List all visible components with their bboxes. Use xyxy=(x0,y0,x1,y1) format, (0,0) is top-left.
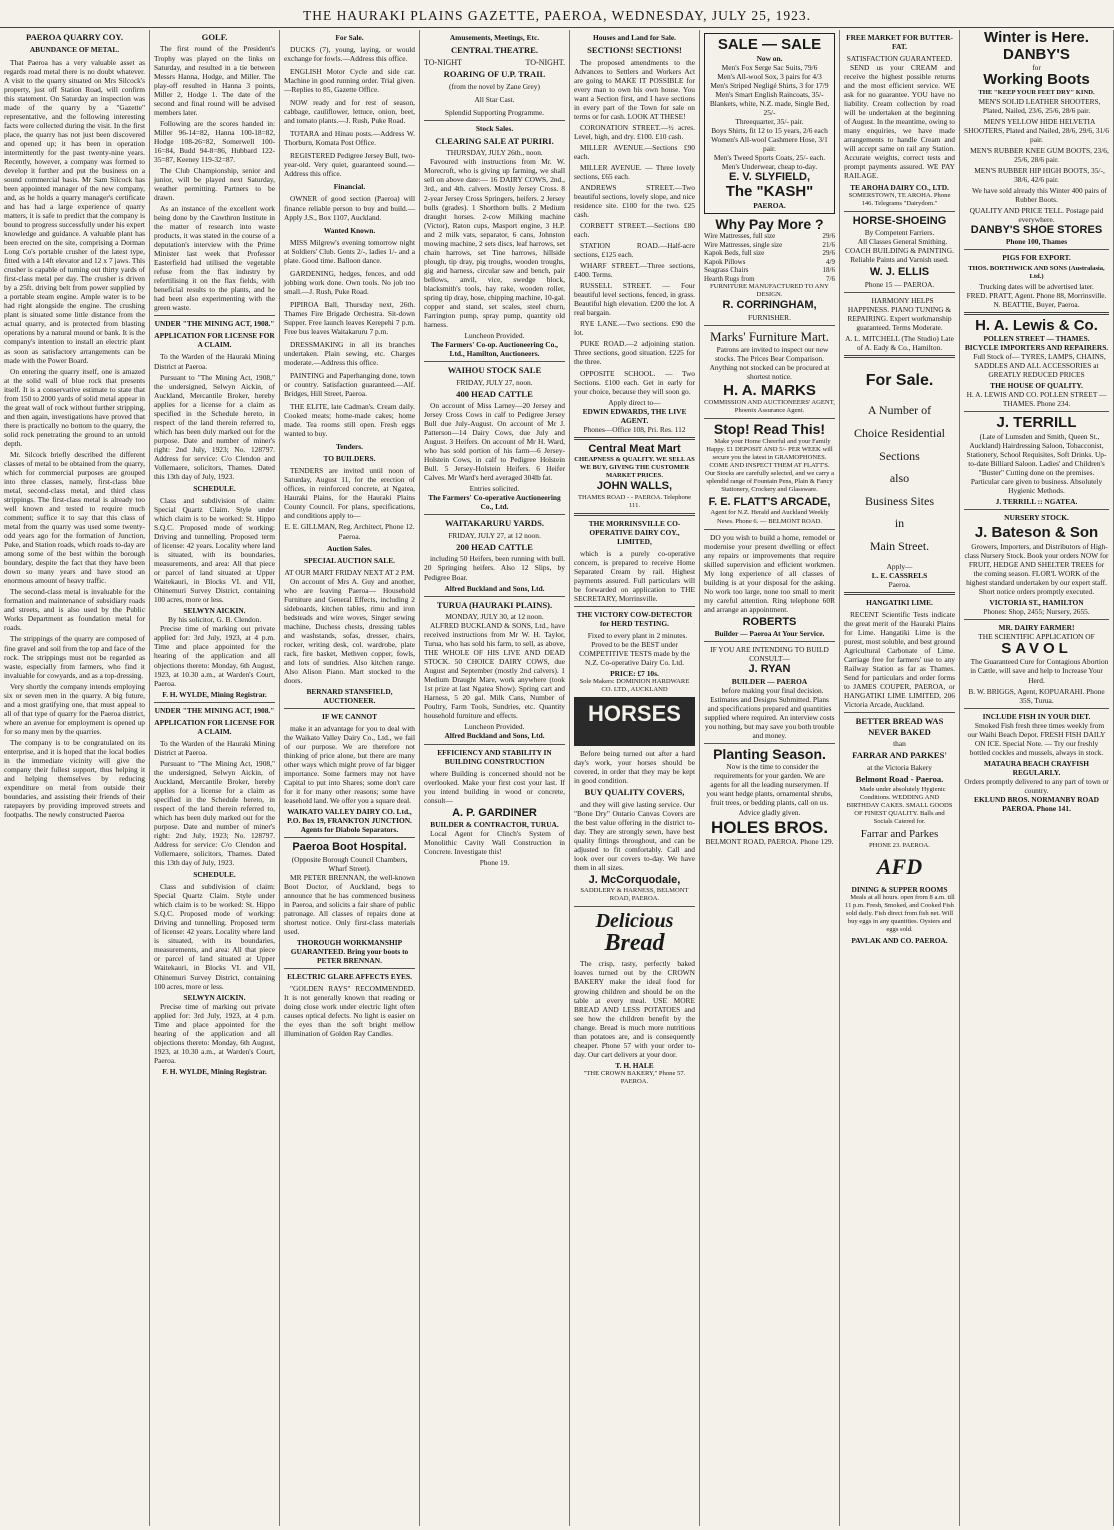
ad-title: BETTER BREAD WAS NEVER BAKED xyxy=(855,716,944,737)
sale-text: including 50 Heifers, been running with bull. 20 Springing heifers. Also 12 Slips, by Pedigree Boar. xyxy=(424,554,565,582)
notice-text: Class and subdivision of claim: Special Quartz Claim. Style under which claim is to be worked: St. Hippo S.Q.C. Proposed mode of working: Driving and tunnelling. Proposed term of license: 42 years. Locality where land is situated, with its boundaries, measurements, and area: All that piece or parcel of land situated at Upper Waitekauri, in Blocks VI. and VII, Ohinemuri Survey District, containing 100 acres, more or less. xyxy=(154,495,275,605)
phone: Phone 100, Thames xyxy=(1005,237,1068,247)
ad-text: DO you wish to build a home, remodel or modernise your present dwelling or effect any repairs or improvements that require skilled supervision and efficient workmen. My long experience of all classes of building is at your disposal for the asking. No work too large, none too small to merit my careful attention. Ring telephone 60R and arrange an appointment. xyxy=(704,532,835,614)
sale-date: FRIDAY, JULY 27, at 12 noon. xyxy=(448,530,541,540)
ad-title: SALE — SALE xyxy=(717,36,822,53)
horses-illustration: HORSES xyxy=(574,697,695,746)
ad-name: EKLUND BROS. NORMANBY ROAD PAEROA. Phone 141. xyxy=(974,794,1099,813)
article-paragraph: That Paeroa has a very valuable asset as regards road metal there is no doubt whatever. A visit to the quarry situated on Mrs Silcock's property, just off Station Road, will confirm this statement. On Saturday an inspection was made of the quarry by a "Gazette" representative, and the following interesting facts were collected during the visit. In the first place, the quarry has not just been discovered and opened up; it has been in operation intermittently for the past twenty-nine years. Recently, however, a company was formed to develop it further and put the business on a sound commercial basis. Mr Sam Silcock has been appointed manager of the new company, and, as he holds a quarry manager's certificate and has had a large experience of quarry matters, it is safe to predict that the company is bound to progress successfully under his expert knowledge and guidance. A valuable plant has been erected on the site, comprising a Dorman Long Co's portable crusher of the latest type, fitted with a 14ft elevator and 12 x 7 jaws. This crusher is capable of turning out thirty yards of first-class metal per day. The crusher is driven by a 25ft. driving belt from power supplied by a portable steam engine. Ample water is to be had right alongside the engine. The crushing plant is situated some little distance from the actual quarry, and is protected from blasting operations by a natural mound or bank. It is the company's intention to install an electric plant as soon as satisfactory arrangements can be made with the Power Board. xyxy=(4,57,145,365)
sale-item: Men's Underwear, cheap to-day. xyxy=(721,161,818,171)
section-heading: Stock Sales. xyxy=(475,123,514,133)
auctioneer: BERNARD STANSFIELD, AUCTIONEER. xyxy=(306,687,393,706)
article-paragraph: As an instance of the excellent work being done by the Cawthron Institute in the matter of research into waste products, it was stated in the course of a deputation's interview with the Prime Minister last week that Professor Easterfield had utilised the vegetable refuse from the flax industry by refertilising it on the flax fields, with beneficial results to the plants, and he had been also experimenting with the green waste. xyxy=(154,204,275,313)
ad-text: VICTORIA ST., HAMILTON xyxy=(989,597,1084,607)
column-houses xyxy=(570,30,700,1526)
ad-name: T. H. HALE xyxy=(615,1060,654,1070)
ad-title: PIGS FOR EXPORT. xyxy=(1002,253,1071,263)
ad-text: in xyxy=(894,516,905,531)
ad-text: Before being turned out after a hard day's work, your horses should be covered, in order that they may be kept in good condition. xyxy=(574,749,695,786)
ad-title: EFFICIENCY AND STABILITY IN BUILDING CONSTRUCTION xyxy=(437,747,552,766)
column-shops xyxy=(700,30,840,1526)
ad-text: Local Agent for Clinch's System of Monolithic Cavity Wall Construction in Concrete. Investigate this! xyxy=(424,829,565,857)
ad-name: HOLES BROS. xyxy=(710,817,829,837)
ad-name: JOHN WALLS, xyxy=(596,480,673,493)
sale-note: Luncheon Provided. xyxy=(464,722,525,732)
boot-item: MEN'S RUBBER KNEE GUM BOOTS, 23/6, 25/6, 28/6 pair. xyxy=(970,145,1109,164)
sale-date: THURSDAY, JULY 26th., noon. xyxy=(446,148,543,158)
ad-name: EDWIN EDWARDS, THE LIVE AGENT. xyxy=(582,406,687,425)
ad-text: H. A. LEWIS AND CO. POLLEN STREET — THAMES. Phone 234. xyxy=(966,390,1107,409)
price-row: Hearth Rugs from 7/6 xyxy=(704,274,835,283)
notice-text: To the Warden of the Hauraki Mining District at Paeroa. xyxy=(154,352,275,371)
ad-title: Why Pay More ? xyxy=(715,215,824,232)
classified-ad: DUCKS (7), young, laying, or would exchange for fowls.—Address this office. xyxy=(284,45,415,64)
ad-title: Stop! Read This! xyxy=(713,421,826,438)
ad-text: POLLEN STREET — THAMES. xyxy=(983,334,1090,344)
boot-item: MEN'S YELLOW HIDE HELVETIA SHOOTERS, Plated and Nailed, 28/6, 29/6, 31/6 pair. xyxy=(964,116,1109,144)
sale-item: Men's Tweed Sports Coats, 25/- each. xyxy=(713,152,826,162)
ad-title: BICYCLE IMPORTERS AND REPAIRERS. xyxy=(964,343,1109,353)
ad-text: and they will give lasting service. Our "Bone Dry" Ontario Canvas Covers are the best value offering in the district to-day. They are strongly sewn, have best quality fittings throughout, and can be adjusted to fit comfortably. Call and look over our covers to-day. We have them in all sizes. xyxy=(574,799,695,872)
film-programme: Splendid Supporting Programme. xyxy=(444,107,545,117)
ad-text: The crisp, tasty, perfectly baked loaves turned out by the CROWN BAKERY make the ideal food for growing children and should be on the table at every meal. USE MORE BREAD AND LESS POTATOES and see how the children benefit by the change. Bread is much more nutritious than potatoes are, and is consequently cheaper. Phone 57 with your order to-day. Our cart delivers at your door. xyxy=(574,959,695,1059)
ad-text: MR PETER BRENNAN, the well-known Boot Doctor, of Auckland, begs to announce that he has commenced business in Paeroa, and solicits a fair share of public patronage. All classes of repairs done at shortest notice. Only first-class materials used. xyxy=(284,872,415,937)
price-row: Wire Mattresses, single size 21/6 xyxy=(704,240,835,249)
section-heading: Auction Sales. xyxy=(327,543,372,553)
sale-date: FRIDAY, JULY 27, noon. xyxy=(456,377,533,387)
article-paragraph: The strippings of the quarry are composed of fine gravel and soil from the top and face of the rock. The strippings must not be regarded as waste, especially from farmers, who find it invaluable for cowyards, and as a top-dressing. xyxy=(4,634,145,680)
schedule-heading: SCHEDULE. xyxy=(193,870,236,880)
ad-title: For Sale. xyxy=(865,371,934,389)
sale-item: Boys Shirts, fit 12 to 15 years, 2/6 each xyxy=(711,125,828,135)
ad-text: We have sold already this Winter 400 pairs of Rubber Boots. xyxy=(972,185,1107,204)
film-title: ROARING OF U.P. TRAIL xyxy=(443,69,546,80)
ad-text: QUALITY AND PRICE TELL. Postage paid everywhere. xyxy=(969,205,1104,224)
price-row: Kapok Beds, full size 29/6 xyxy=(704,249,835,258)
boot-item: MEN'S SOLID LEATHER SHOOTERS, Plated, Nailed, 23/6, 25/6, 28/6 pair. xyxy=(978,96,1101,115)
sale-text: ALFRED BUCKLAND & SONS, Ltd., have received instructions from Mr W. H. Taylor, Turua, who has sold his farm, to sell, as above, THE WHOLE OF HIS LIVE AND DEAD STOCK. 50 CHOICE DAIRY COWS, due August and September (mostly 2nd calvers). 1 Medium Draught Mare, work anywhere (took 1st prize at last Ngatea Show). Spring cart and Harness, 5 20 gal. Milk Cans, Number of Poultry, Farm Tools, Sundries, etc. Quantity household furniture and effects. xyxy=(424,621,565,721)
ad-text: THE SCIENTIFIC APPLICATION OF xyxy=(978,631,1095,641)
ad-text: FURNISHER. xyxy=(748,312,791,322)
ad-text: Sections xyxy=(879,448,920,463)
article-subtitle: ABUNDANCE OF METAL. xyxy=(29,45,120,55)
section-heading: Amusements, Meetings, Etc. xyxy=(449,33,540,42)
ad-name: A. L. MITCHELL (The Studio) Late of A. Eady & Co., Hamilton. xyxy=(845,333,954,352)
ad-text: Fixed to every plant in 2 minutes. Proved to be the BEST under COMPETITIVE TESTS made by the N.Z. Co-operative Dairy Co. Ltd. xyxy=(579,631,690,668)
ad-text: Main Street. xyxy=(869,539,930,554)
ad-name: The "KASH" xyxy=(725,183,814,201)
price-row: Seagrass Chairs 18/6 xyxy=(704,266,835,275)
ad-text: PHONE 23. PAEROA. xyxy=(869,841,930,849)
ad-text: also xyxy=(889,471,910,486)
ad-name: J. Bateson & Son xyxy=(974,524,1099,542)
ad-title: IF WE CANNOT xyxy=(321,712,378,722)
column-classifieds xyxy=(280,30,420,1526)
notice-subheading: APPLICATION FOR LICENSE FOR A CLAIM. xyxy=(154,717,275,736)
notice-heading: UNDER "THE MINING ACT, 1908." xyxy=(154,319,275,329)
auction-time: AT OUR MART FRIDAY NEXT AT 2 P.M. xyxy=(284,567,415,577)
listing: MILLER AVENUE.—Sections £90 each. xyxy=(574,142,695,161)
classified-ad: TOTARA and Hinau posts.—Address W. Thorburn, Komata Post Office. xyxy=(284,129,415,148)
ad-name: FARRAR AND PARKES' xyxy=(852,750,947,761)
ad-text: Now is the time to consider the requirements for your garden. We are agents for all the leading nurserymen. If you want hedge plants, ornamental shrubs, fruit trees, or bedding plants, call on us. Advice gladly given. xyxy=(706,762,833,817)
ad-text: Agent for N.Z. Herald and Auckland Weekly News. Phone 6. — BELMONT ROAD. xyxy=(710,509,829,525)
sale-title: WAITAKARURU YARDS. xyxy=(445,518,544,529)
ad-text: SOMERSTOWN, TE AROHA. Phone 146. Telegrams "Dairydom." xyxy=(848,191,951,207)
ad-name: ROBERTS xyxy=(742,615,797,628)
sale-item: Men's Smart English Raincoats, 35/- xyxy=(715,89,824,99)
ad-title: Planting Season. xyxy=(713,745,826,762)
listing: WHARF STREET.—Three sections, £400. Terms. xyxy=(574,261,695,280)
ad-text: Paeroa. xyxy=(888,579,911,589)
dining-logo: AFD xyxy=(876,853,923,879)
registrar: F. H. WYLDE, Mining Registrar. xyxy=(162,1066,267,1076)
classified-ad: DRESSMAKING in all its branches undertaken. Plain sewing, etc. Charges moderate.—Address this office. xyxy=(284,339,415,367)
film-cast: All Star Cast. xyxy=(474,94,515,104)
ad-text: Sole Makers: DOMINION HARDWARE CO. LTD., AUCKLAND xyxy=(579,678,690,694)
ad-text: Made under absolutely Hygienic Conditions. WEDDING AND BIRTHDAY CAKES. SMALL GOODS OF FINEST QUALITY. Balls and Socials Catered for. xyxy=(846,786,953,826)
ad-text: HARMONY HELPS HAPPINESS. PIANO TUNING & REPAIRING. Expert workmanship guaranteed. Terms Moderate. xyxy=(847,295,952,332)
sale-item: Women's All-wool Cashmere Hose, 3/1 pair. xyxy=(711,134,828,153)
ad-text: RECENT Scientific Tests indicate the great merit of the Hauraki Plains for Lime. Hangatiki Lime is the purest, most soluble, and best ground Agricultural Carbonate of Lime. Carriage free for farmers' use to any Railway Station as far as Thames. Send for particulars and order forms to JAMES COUPER, PAEROA, or HANGATIKI LIME LIMITED, 206 Victoria Arcade, Auckland. xyxy=(844,609,955,710)
ad-text: Full Stock of— TYRES, LAMPS, CHAINS, SADDLES AND ALL ACCESSORIES at GREATLY REDUCED PRICES xyxy=(973,352,1106,380)
ad-name: DANBY'S xyxy=(1003,45,1070,63)
column-quarry xyxy=(0,30,150,1526)
ad-name: TE AROHA DAIRY CO., LTD. xyxy=(850,182,949,192)
ad-text: IF YOU ARE INTENDING TO BUILD CONSULT— xyxy=(710,645,829,664)
ad-text: (Late of Lumsden and Smith, Queen St., Auckland) Hairdressing Saloon, Tobacconist, Stationery, School Requisites, Soft Drinks. Up-to-date Billiard Saloon. Ladies' and Children's "Buster" Cutting done on the premises. Particular care given to business. Absolutely Hygienic Methods. xyxy=(966,431,1107,496)
ad-text: Orders promptly delivered to any part of town or country. xyxy=(964,776,1109,795)
listing: STATION ROAD.—Half-acre sections, £125 each. xyxy=(574,241,695,260)
article-title: PAEROA QUARRY COY. xyxy=(25,32,124,42)
film-subtitle: (from the novel by Zane Grey) xyxy=(449,81,540,91)
classified-ad: GARDENING, hedges, fences, and odd jobbing work done. Own tools. No job too small.—J. Rush, Puke Road. xyxy=(284,268,415,296)
architect: E. E. GILLMAN, Reg. Architect, Phone 12. Paeroa. xyxy=(284,522,415,541)
ad-text: Belmont Road - Paeroa. xyxy=(855,773,944,784)
ad-name: E. V. SLYFIELD, xyxy=(728,170,811,183)
ad-title: FREE MARKET FOR BUTTER-FAT. xyxy=(846,33,953,52)
ad-text: Choice Residential xyxy=(854,425,945,440)
listing: RYE LANE.—Two sections. £90 the lot. xyxy=(574,319,695,338)
signature: SELWYN AICKIN. xyxy=(183,606,246,616)
ad-name: R. CORRINGHAM, xyxy=(722,299,817,312)
ad-subtitle: THE "KEEP YOUR FEET DRY" KIND. xyxy=(978,88,1095,96)
ad-text: B. W. BRIGGS, Agent, KOPUARAHI. Phone 35S, Turua. xyxy=(968,686,1105,705)
ad-name: L. E. CASSRELS xyxy=(871,570,928,580)
ad-text: make it an advantage for you to deal with the Waikato Valley Dairy Co., Ltd., we fail of our purpose. We are therefore not thinking of price alone, but there are many other ways which might prove of far bigger importance. Some farmers may not have Capital to put into Shares; some don't care for it for many other reasons; some have leasehold land. We offer you a square deal. xyxy=(284,724,415,806)
sale-note: Luncheon Provided. xyxy=(464,330,525,340)
ad-text: Trucking dates will be advertised later. xyxy=(979,281,1094,291)
listing: PUKE ROAD.—2 adjoining station. Three sections, good situation. £225 for the three. xyxy=(574,339,695,367)
sale-item: Men's Fox Serge Sac Suits, 79/6 xyxy=(721,62,818,72)
ad-title: BUY QUALITY COVERS, xyxy=(584,787,685,798)
sale-title: WAIHOU STOCK SALE xyxy=(447,365,542,376)
article-title: GOLF. xyxy=(201,32,228,42)
notice-text: Pursuant to "The Mining Act, 1908," the undersigned, Selwyn Aickin, of Auckland, Mercantile Broker, hereby applies for a license for a claim as specified in the Schedule hereto, in respect of the land therein referred to, which has been duly marked out for the purpose. Date and number of miner's right: 2nd July, 1923; No. 128797. Address for service: C/o Clendon and Vollemaere, solicitors, Thames. Dated this 13th day of July, 1923. xyxy=(154,372,275,481)
section-heading: Tenders. xyxy=(335,442,364,452)
ad-name: F. E. FLATT'S ARCADE, xyxy=(708,496,831,509)
ad-text: CHEAPNESS & QUALITY. WE SELL AS WE BUY, GIVING THE CUSTOMER MARKET PRICES. xyxy=(574,456,695,480)
auctioneer: The Farmers' Co-operative Auctioneering Co., Ltd. xyxy=(428,493,561,512)
ad-text: PAEROA. xyxy=(753,200,786,210)
classified-ad: REGISTERED Pedigree Jersey Bull, two-year-old. Very quiet, guaranteed sound.—Address this office. xyxy=(284,151,416,179)
section-heading: For Sale. xyxy=(335,33,364,42)
ad-text: at the Victoria Bakery xyxy=(867,762,932,772)
ad-signature: THOROUGH WORKMANSHIP GUARANTEED. Bring your boots to PETER BRENNAN. xyxy=(290,938,409,966)
notice-text: Class and subdivision of claim: Special Quartz Claim. Style under which claim is to be worked: St. Hippo S.Q.C. Proposed mode of working: Driving and tunnelling. Proposed term of license: 42 years. Locality where land is situated, with its boundaries, measurements, and area: All that piece or parcel of land situated at Upper Waitekauri, in Blocks VI. and VII, Ohinemuri Survey District, containing 100 acres, more or less. xyxy=(154,882,275,991)
ad-name: Farrar and Parkes xyxy=(860,828,939,841)
sale-title: TURUA (HAURAKI PLAINS). xyxy=(436,599,553,610)
sale-item: Men's Striped Negligé Shirts, 3 for 17/9 xyxy=(710,80,829,90)
column-dairy xyxy=(840,30,960,1526)
article-paragraph: The first round of the President's Trophy was played on the links on Saturday, and resulted in a tie between Messrs Hanna, Hodge, and Miller. The play-off resulted in Hanna 3 points, Miller 2, Hodge 1. The date of the second and final round will be advised members later. xyxy=(154,44,275,117)
section-heading: Wanted Known. xyxy=(323,225,376,235)
ad-name: H. A. Lewis & Co. xyxy=(975,316,1098,334)
ad-text: Apply direct to— xyxy=(608,397,661,407)
ad-text: MATAURA BEACH CRAYFISH REGULARLY. xyxy=(984,758,1089,777)
ad-name: W. J. ELLIS xyxy=(869,266,930,279)
theatre-name: CENTRAL THEATRE. xyxy=(450,45,539,56)
phone: Phones—Office 108, Pri. Res. 112 xyxy=(583,424,686,434)
phone: Phones: Shop, 2455; Nursery, 2655. xyxy=(983,606,1090,616)
price: PRICE: £7 10s. xyxy=(610,669,659,679)
ad-title: Paeroa Boot Hospital. xyxy=(292,841,407,854)
ad-text: A Number of xyxy=(867,403,932,418)
phone: Phone 19. xyxy=(479,858,510,868)
classified-ad: OWNER of good section (Paeroa) will finance reliable person to buy and build.—Apply J.S., Box 1107, Auckland. xyxy=(284,194,415,222)
ad-name: J. TERRILL xyxy=(996,414,1077,432)
ad-name: DANBY'S SHOE STORES xyxy=(970,223,1103,236)
ad-text: FURNITURE MANUFACTURED TO ANY DESIGN. xyxy=(710,283,829,299)
sale-subtitle: 400 HEAD CATTLE xyxy=(456,388,533,399)
ad-text: Smoked Fish fresh three times weekly from our Waihi Beach Depot. FRESH FISH DAILY ON ICE. Special Note. — Try our freshly bottled cockles and mussels, always in stock. xyxy=(967,720,1106,757)
ad-title: Working Boots xyxy=(983,71,1090,89)
ad-title: THE VICTORY COW-DETECTOR for HERD TESTING. xyxy=(576,609,693,629)
ad-text: for xyxy=(1032,63,1041,72)
article-paragraph: The second-class metal is invaluable for the formation and maintenance of subsidiary roads and streets, and is also used by the Public Works Department as foundation metal for roads. xyxy=(4,587,145,633)
ad-signature: WAIKATO VALLEY DAIRY CO. Ltd., P.O. Box 19, FRANKTON JUNCTION. Agents for Diabolo Separators. xyxy=(287,807,412,835)
ad-text: The proposed amendments to the Advances to Settlers and Workers Act are going to MAKE IT POSSIBLE for every man to own his own house. You want a Section first, and I have sections in every part of the Town for sale on terms or for cash. LOOK AT THESE! xyxy=(574,57,695,121)
ad-subtitle: Builder — Paeroa At Your Service. xyxy=(714,629,825,639)
ad-text: than xyxy=(893,739,906,749)
ad-name: SAVOL xyxy=(1001,639,1072,657)
ad-text: All Classes General Smithing. COACH BUILDING & PAINTING. Reliable Paints and Varnish used. xyxy=(845,237,954,265)
ad-title: THE MORRINSVILLE CO-OPERATIVE DAIRY COY., LIMITED, xyxy=(588,518,681,546)
ad-text: where Building is concerned should not be overlooked. Make your first cost your last. If you intend building in wood or concrete, consult— xyxy=(424,768,565,805)
ad-title: Central Meat Mart xyxy=(588,442,681,455)
ad-name: J. RYAN xyxy=(748,663,791,676)
price-row: Wire Mattresses, full size 29/6 xyxy=(704,232,835,241)
price-row: Kapok Pillows 4/9 xyxy=(704,257,835,266)
sale-item: Blankets, white, N.Z. made, Single Bed, 25/- xyxy=(709,98,830,117)
article-paragraph: Mr. Silcock briefly described the different classes of metal to be obtained from the quarry, which for commercial purposes are grouped into three classes, namely, first-class blue metal, second-class metal, and third class strippings. The first-class metal is already too well known and tested to require much comment; suffice it to say that this class of metal from the quarry was used some twenty-odd years ago for the formation of Junction, Puke, and Station roads, which roads to-day are among some of the best within the borough boundary, despite the fact that they have been down so many years and have stood an enormous amount of heavy traffic. xyxy=(4,449,146,586)
showtime: TO-NIGHT TO-NIGHT. xyxy=(424,57,565,67)
ad-title: NURSERY STOCK. xyxy=(1004,513,1069,523)
auction-text: On account of Mrs A. Guy and another, who are leaving Paeroa— Household Furniture and General Effects, including 2 sideboards, kitchen tables, rimu and iron bedsteads and wire woves, Singer sewing machine, Duchess chests, dressing tables and washstands, sofas, dresser, chairs, rocker, writing desk, col. wardrobe, plate rack, fire basket, Methven copper, fowls, and lots of sundries. Also kitchen range. Also Alison Piano. Mart stocked to the doors. xyxy=(284,576,415,685)
ad-subtitle: BUILDER & CONTRACTOR, TURUA. xyxy=(430,820,559,830)
classified-ad: MISS Milgrew's evening tomorrow night at Soldiers' Club. Gents 2/-, ladies 1/- and a plate. Good time. Balloon dance. xyxy=(284,237,415,265)
sale-subtitle: 200 HEAD CATTLE xyxy=(456,541,533,552)
ad-text: The Guaranteed Cure for Contagious Abortion in Cattle, will save and help to Increase Your Herd. xyxy=(970,657,1109,685)
article-paragraph: Following are the scores handed in: Miller 96-14=82, Hanna 100-18=82, Hodge 108-26=82, Somerwell 100-16=84, Budd 94-8=86, Hubbard 122-35=87, Keeney 119-32=87. xyxy=(154,118,275,164)
ad-name: PAVLAK AND CO. PAEROA. xyxy=(851,935,948,945)
ad-title: INCLUDE FISH IN YOUR DIET. xyxy=(982,711,1091,721)
notice-text: To the Warden of the Hauraki Mining District at Paeroa. xyxy=(154,738,275,757)
ad-text: Phone 15 — PAEROA. xyxy=(864,279,935,289)
sale-item: Men's All-wool Sox, 3 pairs for 4/3 xyxy=(717,71,822,81)
boot-item: MEN'S RUBBER HIP HIGH BOOTS, 35/-, 38/6, 42/6 pair. xyxy=(974,165,1105,184)
masthead: THE HAURAKI PLAINS GAZETTE, PAEROA, WEDNESDAY, JULY 25, 1923. xyxy=(0,0,1114,28)
ad-text: Patrons are invited to inspect our new stocks. The Prices Bear Comparison. Anything not stocked can be procured at shortest notice. xyxy=(709,344,830,381)
column-amusements xyxy=(420,30,570,1526)
notice-text: Precise time of marking out private applied for: 3rd July, 1923, at 4 p.m. Time and place appointed for the hearing of the application and all objections thereto: Monday, 6th August, 1923, at 10.30 a.m., at Warden's Court, Paeroa. xyxy=(154,1001,275,1065)
ad-text: J. TERRILL :: NGATEA. xyxy=(995,497,1078,507)
ad-text: before making your final decision. Estimates and Designs Submitted. Plans and specifications prepared and quantities supplied where required. An interview costs you nothing, but may save you both trouble and money. xyxy=(704,685,835,740)
listing: RUSSELL STREET. — Four beautiful level sections, fenced, in grass. Beautiful high elevation. £200 the lot. A real bargain. xyxy=(574,281,695,318)
ad-text: Apply— xyxy=(886,561,913,571)
ad-subtitle: BUILDER — PAEROA xyxy=(731,676,808,686)
ad-text: SEND us your CREAM and receive the highest possible returns and the most efficient service. WE ask for no guarantee. YOU have no liability. Cream collection by road will be undertaken at the beginning of August. In the meantime, owing to many enquiries, we have made arrangements to handle Cream and will accept same on rail any Station. Accurate weights, correct tests and prompt payments assured. WE PAY RAILAGE. xyxy=(844,63,955,181)
ad-title: DINING & SUPPER ROOMS xyxy=(851,884,948,894)
ad-subtitle: (Opposite Borough Council Chambers, Wharf Street). xyxy=(291,854,408,873)
ad-text: SADDLERY & HARNESS, BELMONT ROAD, PAEROA. xyxy=(580,887,689,903)
listing: ANDREWS STREET.—Two beautiful sections, lovely slope, and nice residence site. £100 for the two. £25 cash. xyxy=(574,182,695,220)
signature: By his solicitor, G. B. Clendon. xyxy=(167,615,262,625)
listing: MILLER AVENUE. — Three lovely sections, £65 each. xyxy=(574,162,695,181)
classified-ad: ENGLISH Motor Cycle and side car. Machine in good running order. Trial given.—Replies to 85, Gazette Office. xyxy=(284,67,415,95)
ad-text: "THE CROWN BAKERY," Phone 57. PAEROA. xyxy=(583,1069,686,1085)
sale-item: Threequarter, 35/- pair. xyxy=(735,116,804,126)
listing: CORBETT STREET.—Sections £80 each. xyxy=(574,221,695,240)
ad-text: Business Sites xyxy=(864,493,934,508)
ad-text: THAMES ROAD - - PAEROA. Telephone 111. xyxy=(577,493,692,509)
ad-title: HANGATIKI LIME. xyxy=(866,597,933,607)
ad-text: Make your Home Cheerful and your Family Happy. £1 DEPOSIT AND 5/- PER WEEK will secure you the latest in GRAMOPHONES. COME AND INSPECT THEM AT FLATT'S. Our Stocks are carefully selected, and we carry a splendid range of Fountain Pens, Plain & Fancy Stationery, Crockery and Glassware. xyxy=(704,437,835,494)
ad-text: BELMONT ROAD, PAEROA. Phone 129. xyxy=(705,837,834,847)
sale-text: On account of Miss Larney—20 Jersey and Jersey Cross Cows in calf to Pedigree Jersey Bull due July-August. On account of Mr J. Patterson—14 Dairy Cows, due July and August. 3 Heifers. On account of Mr H. Ward, who has sold portion of his farm—6 Jersey-Holstein Cows, in calf to Pedigree Holstein Bull. 5 Jersey-Holstein Heifers. 6 Heifer Calves. Mr Ward's herd averaged 304lb fat. xyxy=(424,401,565,483)
ad-name: H. A. MARKS xyxy=(723,381,816,399)
auctioneer: Alfred Buckland and Sons, Ltd. xyxy=(444,731,545,741)
article-paragraph: On entering the quarry itself, one is amazed at the solid wall of blue rock that presents itself. It is a conservative estimate to state that from 150 to 2000 yards of solid metal appear in the great wall of rock without further stripping, and then again, investigations have proved that there is practically no bottom to the quarry, the solid rock penetrating the ground to an untold depth. xyxy=(4,366,146,448)
auction-title: SPECIAL AUCTION SALE. xyxy=(304,555,395,565)
column-danby xyxy=(960,30,1114,1526)
article-paragraph: Very shortly the company intends employing six or seven men in the quarry. A big future, and a most gratifying one, that must appeal to all of that type of quarry for the Paeroa district, where an avenue for employment is opened up for so many men by the quarries. xyxy=(4,681,145,736)
notice-heading: UNDER "THE MINING ACT, 1908." xyxy=(154,705,275,715)
ad-name: A. P. GARDINER xyxy=(452,806,537,819)
ad-title: ELECTRIC GLARE AFFECTS EYES. xyxy=(287,972,412,982)
ad-title: Winter is Here. xyxy=(984,30,1089,46)
column-golf xyxy=(150,30,280,1526)
ad-text: COMMISSION AND AUCTIONEERS' AGENT, Phoenix Assurance Agent. xyxy=(704,399,835,415)
bread-illustration: Delicious Bread xyxy=(595,910,674,957)
tender-title: TO BUILDERS. xyxy=(323,454,376,464)
listing: CORONATION STREET.—½ acres. Level, high, and dry. £100. £10 cash. xyxy=(574,122,695,141)
classified-ad: PIPIROA Ball, Thursday next, 26th. Thames Fire Brigade Orchestra. Sit-down Supper. Free launch leaves Kerepehi 7 p.m. Free bus leaves Waitakaruru 7 p.m. xyxy=(284,299,415,336)
ad-text: THE HOUSE OF QUALITY. xyxy=(990,381,1083,391)
classified-ad: THE ELITE, late Cadman's. Cream daily. Cooked meats; home-made cakes; home made. Tea rooms still open. Fresh eggs wanted to buy. xyxy=(284,402,415,439)
ad-title: SECTIONS! SECTIONS! xyxy=(587,45,682,56)
signature: SELWYN AICKIN. xyxy=(183,992,246,1002)
sale-title: CLEARING SALE AT PURIRI. xyxy=(435,135,554,146)
ad-text: which is a purely co-operative concern, is prepared to receive Home Separated Cream by rail. Highest payments assured. Full particulars will be forwarded on application to THE SECRETARY, Morrinsville. xyxy=(574,548,695,603)
sale-text: Favoured with instructions from Mr. W. Morecroft, who is giving up farming, we shall sell on above date:— 16 DAIRY COWS, 2nd., 3rd., and 4th. calvers. Mostly Jersey Cross. 8 2-year Jersey Cross Springers, heifers. 2 Jersey bulls (grades). 1 Shorthorn bulls. 2 Medium draught horses. 2-cow Milking machine (Victor), Raton cups, Masport engine, 3 H.P. and 2 milk vats, separator, 6 cans, Johnston mowing machine, 2 sets discs, leaf harrows, set chain harrows, set Tine harrows, hillside plough, tip dray, pig troughs, wooden troughs, gig and harness, circular saw and bench, pair bellows, anvil, vice, swedge block, blacksmith's tools, hay rake, wooden roller, spring tip dray, hose, chipping machine, 10-gal. copper and stand, set scales, steel churn, Farrington pump, spray pump, quantity old harness. xyxy=(424,157,565,329)
section-heading: Houses and Land for Sale. xyxy=(592,33,677,42)
auctioneer: Alfred Buckland and Sons, Ltd. xyxy=(444,583,545,593)
sale-date: MONDAY, JULY 30, at 12 noon. xyxy=(445,612,544,622)
sale-note: Entries solicited. xyxy=(469,484,520,494)
ad-text: FRED. PRATT, Agent. Phone 88, Morrinsville. N. BEATTIE, Buyer, Paeroa. xyxy=(966,290,1107,309)
ad-title: HORSE-SHOEING xyxy=(852,214,947,227)
listing: OPPOSITE SCHOOL. — Two Sections. £100 each. Get in early for your choice, because they will soon go. xyxy=(574,368,695,396)
schedule-heading: SCHEDULE. xyxy=(193,483,236,493)
tender-text: TENDERS are invited until noon of Saturday, August 11, for the erection of offices, in reinforced concrete, at Ngatea, Hauraki Plains, for the Hauraki Plains County Council. For plans, specifications, and conditions apply to— xyxy=(284,466,415,521)
ad-text: Meals at all hours. open from 8 a.m. till 11 p.m. Fresh, Smoked, and Cooked Fish sold daily. Fish direct from fish net. Will buy eggs in any quantities. Oysters and eggs sold. xyxy=(845,893,955,933)
registrar: F. H. WYLDE, Mining Registrar. xyxy=(162,689,267,699)
article-paragraph: The Club Championship, senior and junior, will be played next Saturday, weather permitting. Partners to be drawn. xyxy=(154,165,275,202)
article-paragraph: The company is to be congratulated on its enterprise, and it is hoped that the local bodies in the immediate vicinity will give the company their fullest support, thus helping it and helping themselves by reducing expenditure on metal from outside their boundaries, and assisting their friends of their ratepayers by providing improved streets and footpaths. The newly constructed Paeroa xyxy=(4,737,145,820)
ad-subtitle: Now on. xyxy=(756,53,783,63)
ad-title: MR. DAIRY FARMER! xyxy=(998,622,1075,632)
ad-name: THOS. BORTHWICK AND SONS (Australasia, Ltd.) xyxy=(968,265,1105,281)
sale-box xyxy=(704,33,835,214)
auctioneer: The Farmers' Co-op. Auctioneering Co., Ltd., Hamilton, Auctioneers. xyxy=(430,340,559,359)
ad-title: Marks' Furniture Mart. xyxy=(710,328,829,344)
ad-subtitle: By Competent Farriers. xyxy=(864,228,935,237)
ad-text: Growers, Importers, and Distributors of High-class Nursery Stock. Book your orders NOW for FRUIT, HEDGE AND SHELTER TREES for the coming season. FLOR'L WORK of the highest standard undertaken by our expert staff. Short notice orders promptly executed. xyxy=(964,541,1109,596)
ad-subtitle: SATISFACTION GUARANTEED. xyxy=(846,54,953,64)
notice-text: Precise time of marking out private applied for: 3rd July, 1923, at 4 p.m. Time and place appointed for the hearing of the application and all objections thereto: Monday, 6th August, 1923, at 10.30 a.m., at Warden's Court, Paeroa. xyxy=(154,624,275,688)
ad-name: J. McCorquodale, xyxy=(588,873,681,886)
notice-text: Pursuant to "The Mining Act, 1908," the undersigned, Selwyn Aickin, of Auckland, Mercantile Broker, hereby applies for a license for a claim as specified in the Schedule hereto, in respect of the land therein referred to, which has been duly marked out for the purpose. Date and number of miner's right: 2nd July, 1923; No. 128797. Address for service: C/o Clendon and Vollemaere, solicitors, Thames. Dated this 13th day of July, 1923. xyxy=(154,758,275,868)
ad-text: "GOLDEN RAYS" RECOMMENDED. It is not generally known that reading or doing close work under electric light often causes optical defects. No light is easier on the eyes than the soft bright mellow illumination of Golden Ray Candles. xyxy=(284,984,415,1039)
classified-ad: NOW ready and for rest of season, cabbage, cauliflower, lettuce, onion, beet, and tomato plants.—J. Rush, Puke Road. xyxy=(284,98,415,126)
section-heading: Financial. xyxy=(333,182,366,192)
classified-ad: PAINTING and Paperhanging done, town or country. Satisfaction guaranteed.—Alf. Bridges, Hill Street, Paeroa. xyxy=(284,371,415,399)
notice-subheading: APPLICATION FOR LICENSE FOR A CLAIM. xyxy=(154,331,275,350)
